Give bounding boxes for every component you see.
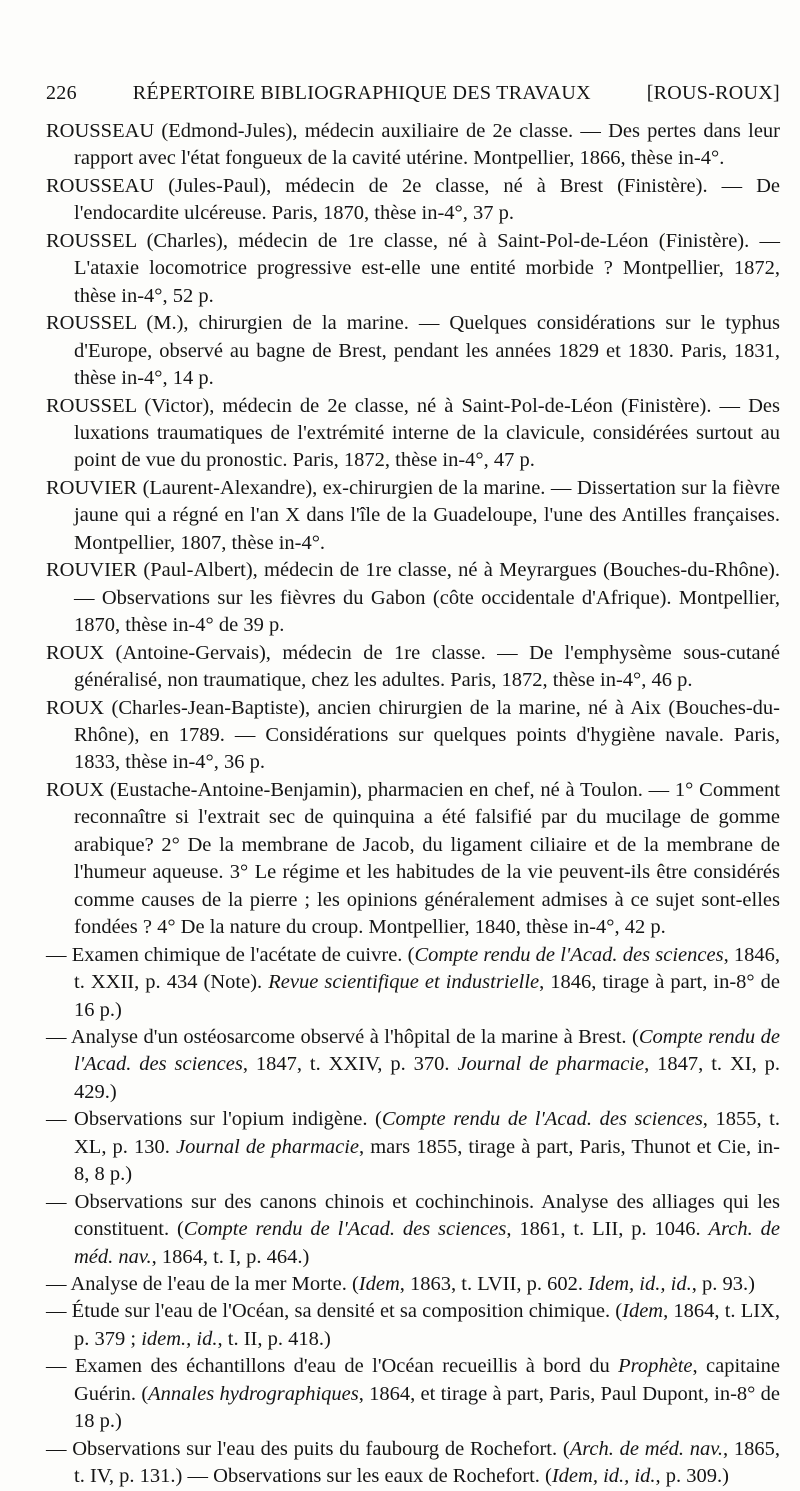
entry-continuation <box>0 1436 800 1491</box>
text-segment: , mars 1855, tirage à part, Paris, Thunot et Cie, in-8, 8 p.) <box>74 1135 781 1186</box>
entry-continuation <box>0 1353 800 1435</box>
italic-title: Annales hydrographiques <box>148 1382 359 1405</box>
text-segment: , 1847, t. XI, p. 429.) <box>74 1053 781 1103</box>
entry-roux-antoine: ROUX (Antoine-Gervais), médecin de 1re classe. — De l'emphysème sous-cutané généralisé, non traumatique, chez les adultes. Paris, 1872, thèse in-4°, 46 p. <box>46 641 780 692</box>
text-segment: — Observations sur des canons chinois et cochinchinois. Analyse des alliages qui les constituent. ( <box>46 1190 780 1241</box>
entry-rouvier-paul: ROUVIER (Paul-Albert), médecin de 1re classe, né à Meyrargues (Bouches-du-Rhône). — Observations sur les fièvres du Gabon (côte occidentale d'Afrique). Montpellier, 1870, thèse in-4° de 39 p. <box>46 559 780 637</box>
entry-rousseau-jules: ROUSSEAU (Jules-Paul), médecin de 2e classe, né à Brest (Finistère). — De l'endocardite ulcéreuse. Paris, 1870, thèse in-4°, 37 p. <box>46 174 780 225</box>
entry-roussel-victor: ROUSSEL (Victor), médecin de 2e classe, né à Saint-Pol-de-Léon (Finistère). — Des luxations traumatiques de l'extrémité interne de la clavicule, considérées surtout au point de vue du pronostic. Paris, 1872, thèse in-4°, 47 p. <box>46 394 780 472</box>
italic-title: Compte rendu de l'Acad. des sciences <box>74 1025 781 1076</box>
text-segment: — Examen chimique de l'acétate de cuivre. ( <box>46 943 415 966</box>
entry-roussel-m: ROUSSEL (M.), chirurgien de la marine. — Quelques considérations sur le typhus d'Europe, observé au bagne de Brest, pendant les années 1829 et 1830. Paris, 1831, thèse in-4°, 14 p. <box>46 312 780 390</box>
italic-title: Compte rendu de l'Acad. des sciences <box>381 1108 703 1131</box>
text-segment: , p. 309.) <box>655 1465 729 1488</box>
text-segment: , 1864, et tirage à part, Paris, Paul Dupont, in-8° de 18 p.) <box>74 1382 780 1433</box>
text-segment: — Observations sur l'eau des puits du faubourg de Rochefort. ( <box>46 1437 570 1460</box>
text-segment: , 1847, t. XXIV, p. 370. <box>242 1053 458 1076</box>
italic-title: idem., id. <box>141 1327 218 1350</box>
running-title: RÉPERTOIRE BIBLIOGRAPHIQUE DES TRAVAUX <box>132 82 591 104</box>
text-segment: , p. 93.) <box>691 1273 755 1296</box>
text-segment: — Analyse de l'eau de la mer Morte. ( <box>46 1273 359 1296</box>
italic-title: Compte rendu de l'Acad. des sciences <box>183 1218 507 1241</box>
italic-title: Arch. de méd. nav. <box>569 1437 723 1460</box>
text-segment: , capitaine Guérin. ( <box>74 1355 780 1405</box>
entry-rousseau-edmond: ROUSSEAU (Edmond-Jules), médecin auxiliaire de 2e classe. — Des pertes dans leur rapport avec l'état fongueux de la cavité utérine. Montpellier, 1866, thèse in-4°. <box>46 120 780 170</box>
entry-continuation <box>0 1271 800 1298</box>
italic-title: Idem <box>622 1300 664 1323</box>
italic-title: Journal de pharmacie <box>457 1053 645 1076</box>
entry-continuation <box>0 942 800 1024</box>
text-segment: , 1846, tirage à part, in-8° de 16 p.) <box>74 971 780 1021</box>
running-header <box>46 82 780 105</box>
text-segment: , 1865, t. IV, p. 131.) — Observations sur les eaux de Rochefort. ( <box>74 1437 781 1488</box>
italic-title: Prophète <box>618 1355 693 1378</box>
text-segment: — Observations sur l'opium indigène. ( <box>46 1108 382 1131</box>
bibliography-body <box>0 118 800 1491</box>
text-segment: , 1864, t. I, p. 464.) <box>151 1245 310 1268</box>
italic-title: Idem, id., id. <box>551 1465 656 1488</box>
text-segment: , t. II, p. 418.) <box>217 1327 331 1350</box>
text-segment: — Étude sur l'eau de l'Océan, sa densité et sa composition chimique. ( <box>46 1300 623 1323</box>
italic-title: Idem, id., id. <box>588 1273 692 1296</box>
italic-title: Compte rendu de l'Acad. des sciences <box>414 943 724 966</box>
italic-title: Arch. de méd. nav. <box>74 1218 780 1268</box>
text-segment: , 1861, t. LII, p. 1046. <box>506 1218 709 1241</box>
italic-title: Idem <box>358 1273 400 1296</box>
entry-continuation <box>0 1024 800 1106</box>
entry-continuation <box>0 1189 800 1271</box>
italic-title: Journal de pharmacie <box>176 1135 360 1158</box>
text-segment: — Analyse d'un ostéosarcome observé à l'hôpital de la marine à Brest. ( <box>46 1025 639 1048</box>
text-segment: , 1846, t. XXII, p. 434 (Note). <box>74 943 781 994</box>
text-segment: , 1855, t. XL, p. 130. <box>74 1108 780 1158</box>
entry-continuation <box>0 1106 800 1188</box>
entry-continuation <box>0 1298 800 1353</box>
text-segment: , 1864, t. LIX, p. 379 ; <box>74 1300 780 1350</box>
text-segment: — Examen des échantillons d'eau de l'Océan recueillis à bord du <box>46 1355 619 1378</box>
entry-rouvier-laurent: ROUVIER (Laurent-Alexandre), ex-chirurgien de la marine. — Dissertation sur la fièvre jaune qui a régné en l'an X dans l'île de la Guadeloupe, l'une des Antilles françaises. Montpellier, 1807, thèse in-4°. <box>46 476 780 554</box>
entry-roux-charles: ROUX (Charles-Jean-Baptiste), ancien chirurgien de la marine, né à Aix (Bouches-du-Rhône), en 1789. — Considérations sur quelques points d'hygiène navale. Paris, 1833, thèse in-4°, 36 p. <box>46 696 780 774</box>
italic-title: Revue scientifique et industrielle <box>268 971 540 994</box>
text-segment: , 1863, t. LVII, p. 602. <box>399 1273 589 1296</box>
page-number: 226 <box>46 82 77 104</box>
entry-range: [ROUS-ROUX] <box>646 82 780 104</box>
entry-roux-eustache: ROUX (Eustache-Antoine-Benjamin), pharmacien en chef, né à Toulon. — 1° Comment reconnaître si l'extrait sec de quinquina a été falsifié par du mucilage de gomme arabique? 2° De la membrane de Jacob, du ligament ciliaire et de la membrane de l'humeur aqueuse. 3° Le régime et les habitudes de la vie peuvent-ils être considérés comme causes de la pierre ; les opinions généralement admises à ce sujet sont-elles fondées ? 4° De la nature du croup. Montpellier, 1840, thèse in-4°, 42 p. <box>46 778 780 939</box>
entry-roussel-charles: ROUSSEL (Charles), médecin de 1re classe, né à Saint-Pol-de-Léon (Finistère). — L'ataxie locomotrice progressive est-elle une entité morbide ? Montpellier, 1872, thèse in-4°, 52 p. <box>46 229 780 307</box>
